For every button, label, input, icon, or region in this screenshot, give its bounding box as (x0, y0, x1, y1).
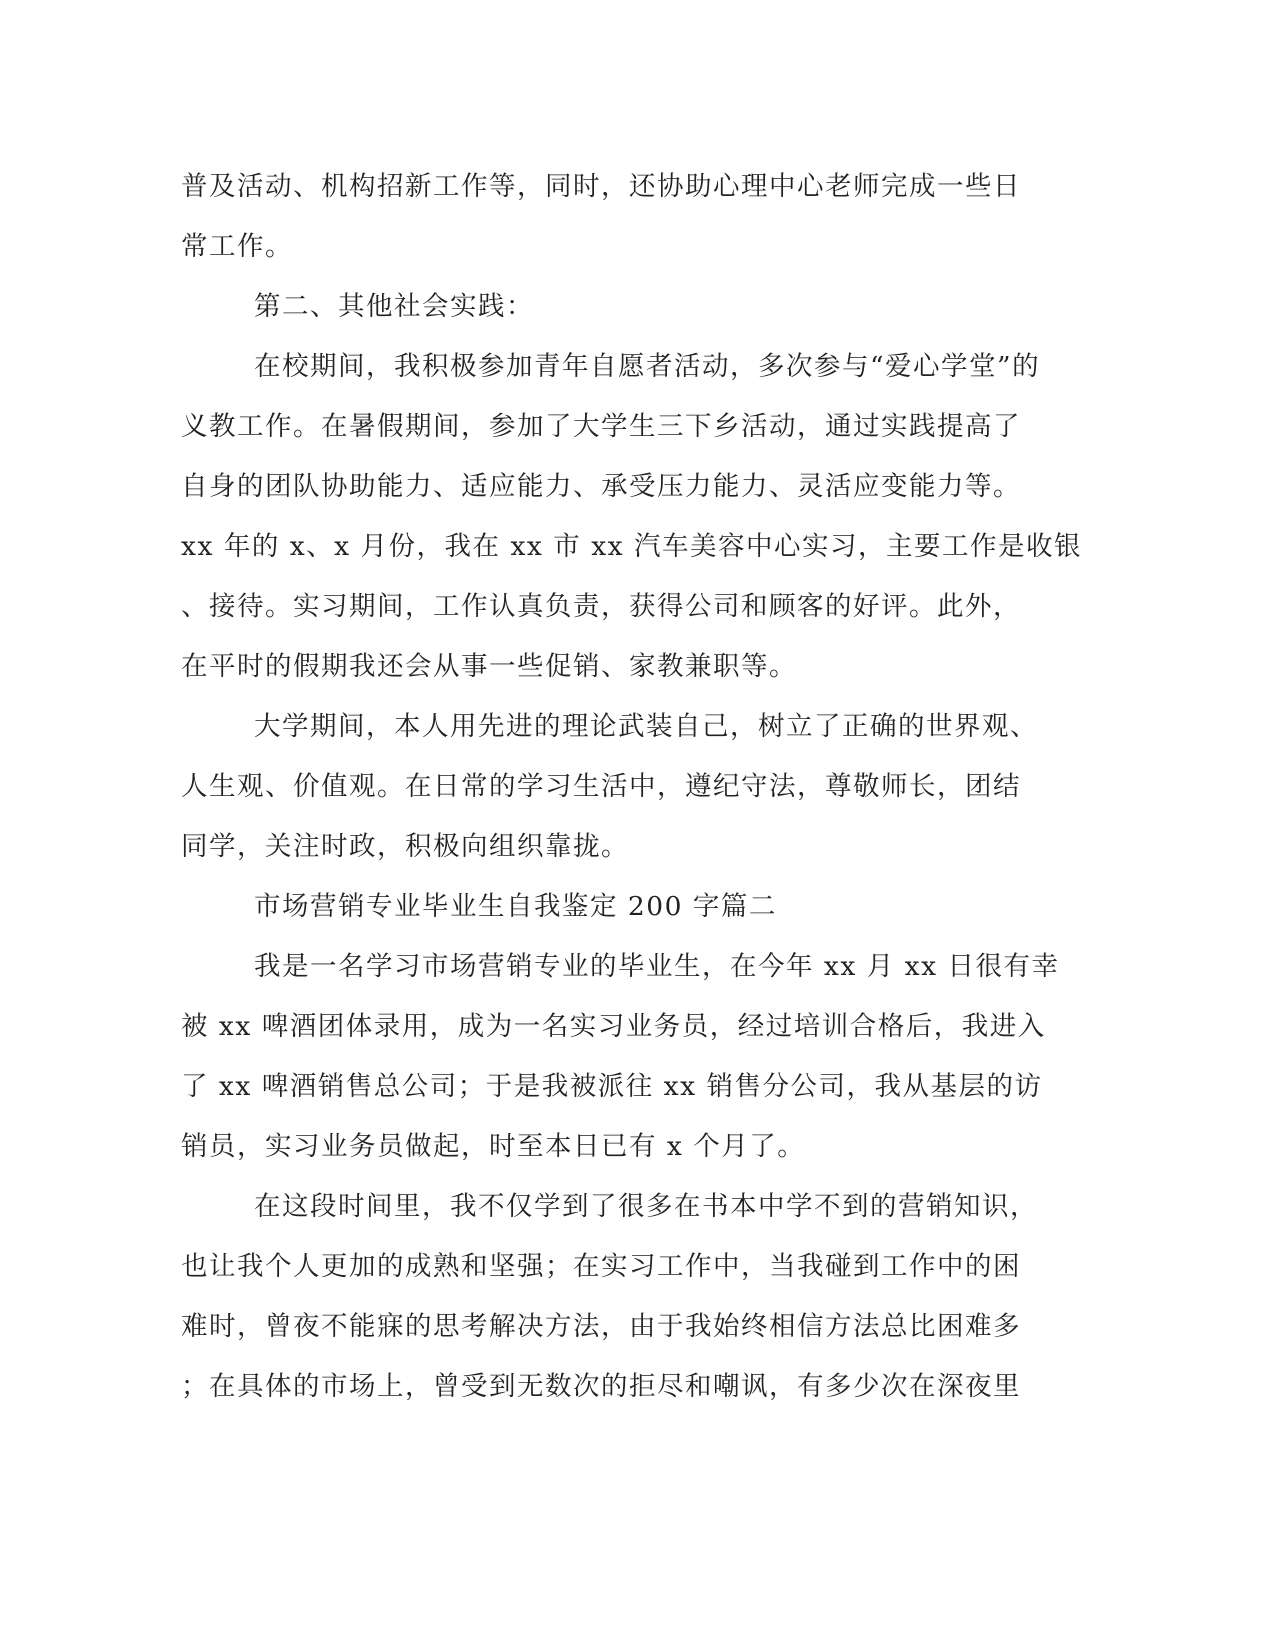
text-line: 销员，实习业务员做起，时至本日已有 x 个月了。 (181, 1131, 806, 1162)
text-line: 在平时的假期我还会从事一些促销、家教兼职等。 (181, 651, 797, 682)
document-body (181, 157, 1083, 1417)
text-line: 在这段时间里，我不仅学到了很多在书本中学不到的营销知识， (254, 1191, 1038, 1222)
text-line: 同学，关注时政，积极向组织靠拢。 (181, 831, 629, 862)
text-line: 自身的团队协助能力、适应能力、承受压力能力、灵活应变能力等。 (181, 471, 1021, 502)
text-line: 普及活动、机构招新工作等，同时，还协助心理中心老师完成一些日 (181, 171, 1021, 202)
text-line: 大学期间，本人用先进的理论武装自己，树立了正确的世界观、 (254, 711, 1038, 742)
text-line: 我是一名学习市场营销专业的毕业生，在今年 xx 月 xx 日很有幸 (254, 951, 1060, 982)
text-line: ；在具体的市场上，曾受到无数次的拒尽和嘲讽，有多少次在深夜里 (181, 1371, 1021, 1402)
text-line: 难时，曾夜不能寐的思考解决方法，由于我始终相信方法总比困难多 (181, 1311, 1021, 1342)
article-title: 市场营销专业毕业生自我鉴定 200 字篇二 (254, 891, 777, 922)
text-line: 在校期间，我积极参加青年自愿者活动，多次参与“爱心学堂”的 (254, 351, 1041, 382)
text-line: xx 年的 x、x 月份，我在 xx 市 xx 汽车美容中心实习，主要工作是收银 (181, 531, 1083, 562)
text-line: 、接待。实习期间，工作认真负责，获得公司和顾客的好评。此外， (181, 591, 1021, 622)
text-line: 了 xx 啤酒销售总公司；于是我被派往 xx 销售分公司，我从基层的访 (181, 1071, 1043, 1102)
section-heading: 第二、其他社会实践： (254, 291, 534, 322)
text-line: 常工作。 (181, 231, 293, 262)
text-line: 义教工作。在暑假期间，参加了大学生三下乡活动，通过实践提高了 (181, 411, 1021, 442)
text-line: 也让我个人更加的成熟和坚强；在实习工作中，当我碰到工作中的困 (181, 1251, 1021, 1282)
text-line: 被 xx 啤酒团体录用，成为一名实习业务员，经过培训合格后，我进入 (181, 1011, 1046, 1042)
text-line: 人生观、价值观。在日常的学习生活中，遵纪守法，尊敬师长，团结 (181, 771, 1021, 802)
